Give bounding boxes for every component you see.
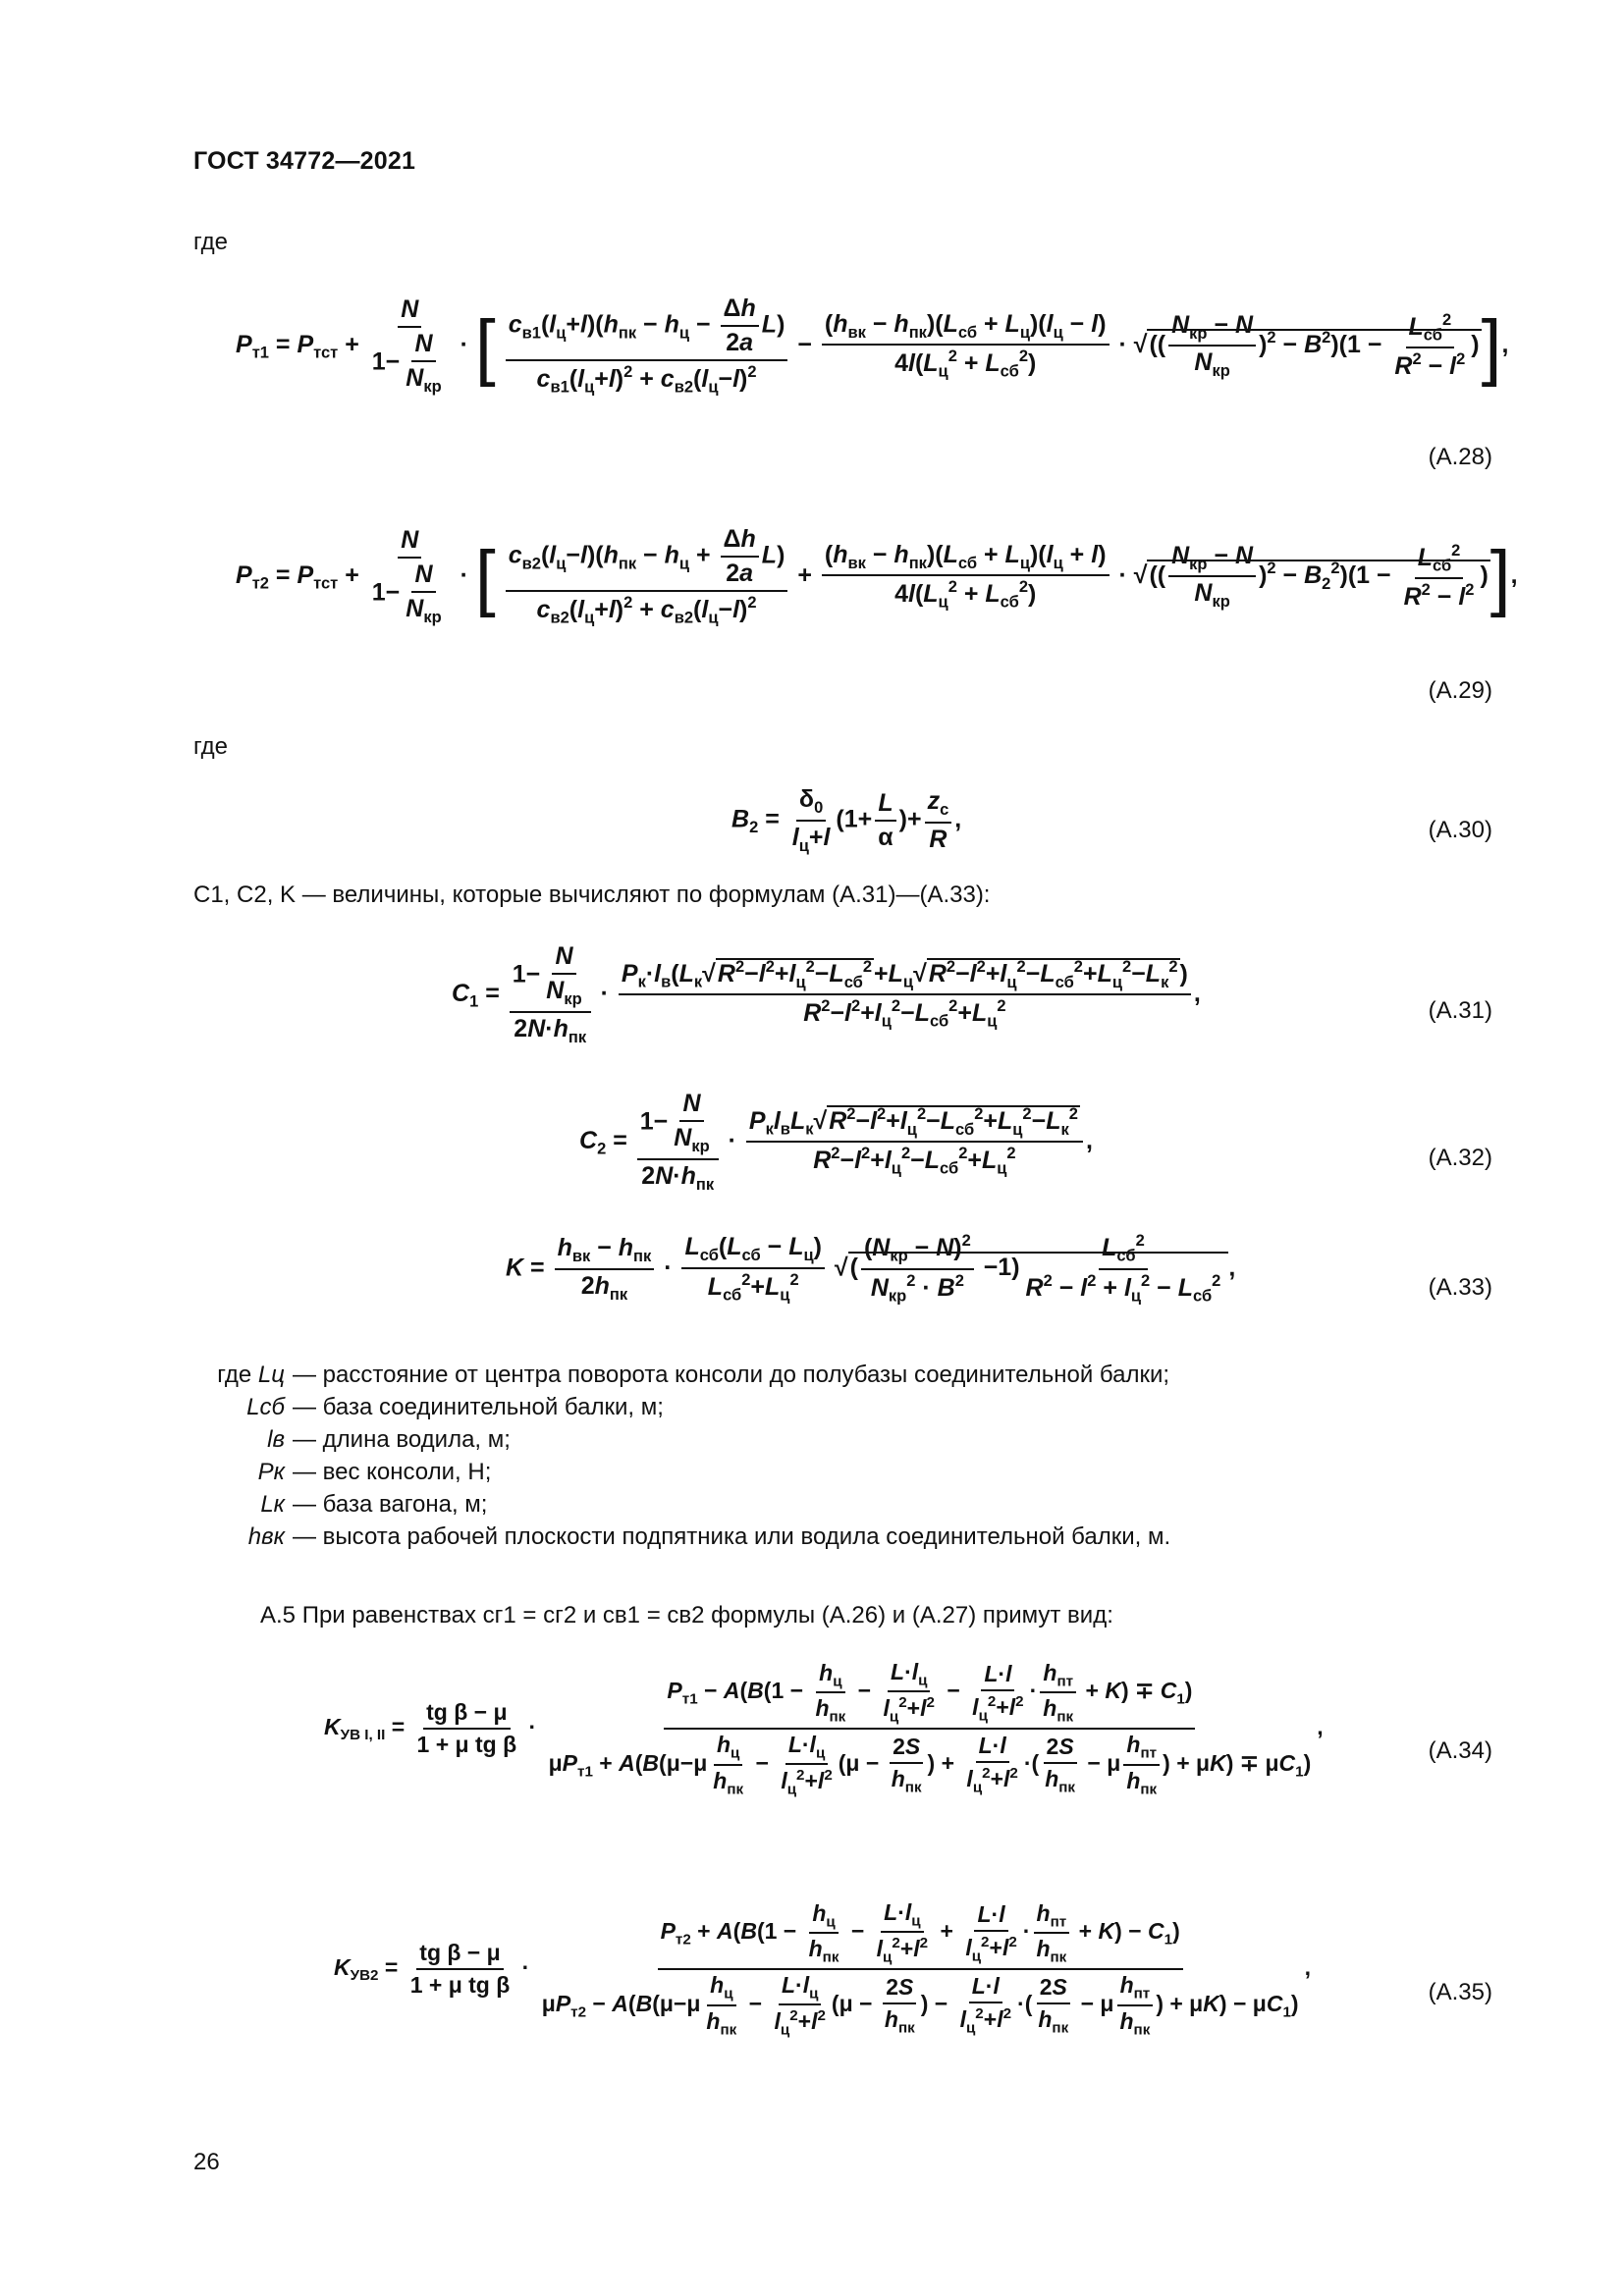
definition-symbol: Lц [257,1362,285,1388]
definition-symbol: Pк [257,1459,285,1485]
definition-row [201,1521,1170,1553]
definition-row [201,1456,1170,1488]
formula-a34: $K_{УВ I, II}$ = $\frac{\text{tg β − μ}}{\text{1 + μ tg β}}$ · $P_{т1} - A(B(1$ − $\frac{h_ц}{h_{пк}}$ − $\frac{L\cdot l_ц}{l_ц^2+l^2}$ − $\frac{L\cdot l}{l_ц^2+l^2}$ · $\frac{h_{пт}}{h_{пк}}$ + $K) \mp C_1$) $\mu P_{т1} + A(B(\mu-\mu$ $\frac{h_ц}{h_{пк}}$ − $\frac{L\cdot l_ц}{l_ц^2+l^2}$ (μ − $\frac{2S}{h_{пк}}$ ) + $\frac{L\cdot l}{l_ц^2+l^2}$ ·( $\frac{2S}{h_{пк}}$ − μ $\frac{h_{пт}}{h_{пк}}$ ) + $\mu K) \mp \mu C_1$) , [324,1659,1324,1798]
formula-a29: $P_{т2} = P_{тст}$ + N 1− $\frac{N}{N_{кр}}$ · [ $c_{в2}(l_ц-l)(h_{пк} - h_ц$ + $\frac{\Delta h}{2a}$ L) $c_{в2}(l_ц+l)^2 + c_{в2}(l_ц-l)^2$ + $\frac{(h_{вк} - h_{пк})(L_{сб} + L_ц)(l_ц + l)}{4l(L_ц^2 + L_{сб}^2)}$ · √(( $\frac{N_{кр} - N}{N_{кр}}$ )$^2 - B_2^2)(1$ − $\frac{L_{сб}^2}{R^2 - l^2}$ )], [236,525,1518,627]
page-number: 26 [193,2149,220,2175]
where-label-2: где [193,733,229,760]
definition-symbol: Lк [260,1491,285,1518]
formula-a31: $C_1$ = 1− $\frac{N}{N_{кр}}$ $2N\cdot h_{пк}$ · $\frac{P_к\cdot l_в(L_к√R^2-l^2+l_ц^2-L_{сб}^2+L_ц√R^2-l^2+l_ц^2-L_{сб}^2+L_ц^2-L_к^2)}{R^2-l^2+l_ц^2-L_{сб}^2+L_ц^2}$ , [452,942,1201,1046]
clause-a5: А.5 При равенствах cг1 = cг2 и cв1 = cв2 формулы (А.26) и (А.27) примут вид: [260,1602,1113,1629]
formula-a30: $B_2$ = $\frac{\delta_0}{l_ц+l}$ (1+ $\frac{L}{\alpha}$ )+ $\frac{z_c}{R}$ , [731,785,962,855]
definition-row [201,1488,1170,1521]
definition-symbol: hвк [247,1523,285,1550]
eq-number-a33: (A.33) [1428,1274,1492,1301]
where-label-1: где [193,229,229,255]
formula-a35: $K_{УВ2}$ = $\frac{\text{tg β − μ}}{\text{1 + μ tg β}}$ · $P_{т2} + A(B(1$ − $\frac{h_ц}{h_{пк}}$ − $\frac{L\cdot l_ц}{l_ц^2+l^2}$ + $\frac{L\cdot l}{l_ц^2+l^2}$ · $\frac{h_{пт}}{h_{пк}}$ + $K) - C_1$) $\mu P_{т2} - A(B(\mu-\mu$ $\frac{h_ц}{h_{пк}}$ − $\frac{L\cdot l_ц}{l_ц^2+l^2}$ (μ − $\frac{2S}{h_{пк}}$ ) − $\frac{L\cdot l}{l_ц^2+l^2}$ ·( $\frac{2S}{h_{пк}}$ − μ $\frac{h_{пт}}{h_{пк}}$ ) + $\mu K) - \mu C_1$) , [334,1899,1311,2039]
definition-text: — длина водила, м; [293,1426,511,1453]
definition-prefix: где [217,1362,252,1388]
intro-c1-c2-k: C1, C2, K — величины, которые вычисляют по формулам (А.31)—(А.33): [193,881,991,908]
definition-text: — база вагона, м; [293,1491,488,1518]
eq-number-a29: (A.29) [1428,677,1492,704]
eq-number-a35: (A.35) [1428,1979,1492,2005]
eq-number-a28: (A.28) [1428,444,1492,470]
definition-row [201,1359,1170,1391]
eq-number-a31: (A.31) [1428,997,1492,1024]
definitions-list [201,1359,1170,1553]
definition-symbol: Lсб [246,1394,285,1420]
eq-number-a30: (A.30) [1428,817,1492,843]
formula-a33: K = $\frac{h_{вк} - h_{пк}}{2h_{пк}}$ · $\frac{L_{сб}(L_{сб} - L_ц)}{L_{сб}^2+L_ц^2}$ √( $\frac{(N_{кр} - N)^2}{N_{кр}^2 \cdot B^2}$ −1) $\frac{L_{сб}^2}{R^2 - l^2 + l_ц^2 - L_{сб}^2}$ , [506,1232,1236,1306]
definition-text: — расстояние от центра поворота консоли до полубазы соединительной балки; [293,1362,1170,1388]
definition-row [201,1423,1170,1456]
definition-text: — вес консоли, Н; [293,1459,492,1485]
formula-a32: $C_2$ = 1− $\frac{N}{N_{кр}}$ $2N\cdot h_{пк}$ · $\frac{P_кl_вL_к√R^2-l^2+l_ц^2-L_{сб}^2+L_ц^2-L_к^2}{R^2-l^2+l_ц^2-L_{сб}^2+L_ц^2}$ , [579,1090,1093,1194]
definition-text: — база соединительной балки, м; [293,1394,664,1420]
eq-number-a32: (A.32) [1428,1145,1492,1171]
formula-a28: $P_{т1} = P_{тст}$ + N 1− $\frac{N}{N_{кр}}$ · [ $c_{в1}(l_ц+l)(h_{пк} - h_ц$ − $\frac{\Delta h}{2a}$ L) $c_{в1}(l_ц+l)^2 + c_{в2}(l_ц-l)^2$ − $\frac{(h_{вк} - h_{пк})(L_{сб} + L_ц)(l_ц - l)}{4l(L_ц^2 + L_{сб}^2)}$ · √(( $\frac{N_{кр} - N}{N_{кр}}$ )$^2 - B^2)(1$ − $\frac{L_{сб}^2}{R^2 - l^2}$ )], [236,294,1509,397]
definition-row [201,1391,1170,1423]
document-header: ГОСТ 34772—2021 [193,147,416,175]
definition-text: — высота рабочей плоскости подпятника или водила соединительной балки, м. [293,1523,1171,1550]
definition-symbol: lв [267,1426,285,1453]
eq-number-a34: (A.34) [1428,1737,1492,1764]
